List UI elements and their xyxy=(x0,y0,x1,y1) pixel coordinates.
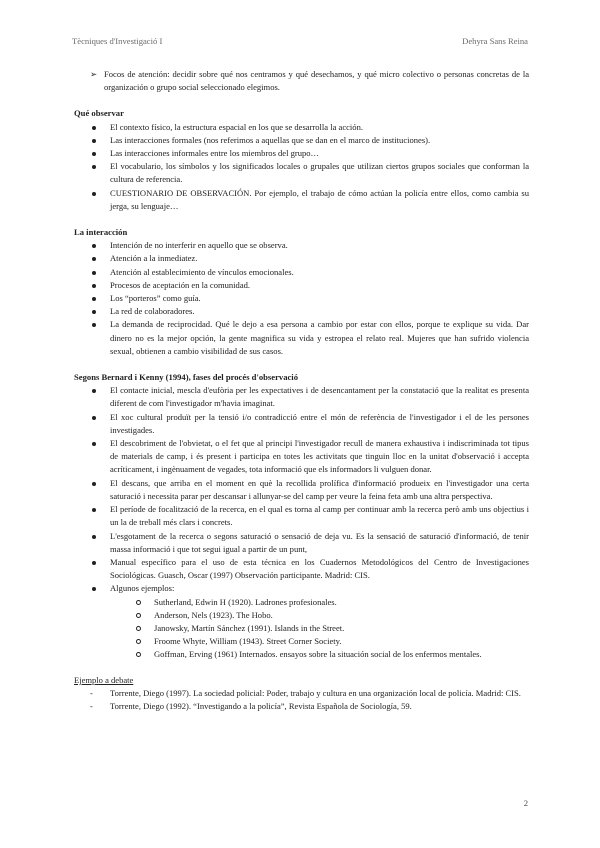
bullet-icon xyxy=(92,416,96,420)
arrow-bullet-icon: ➢ xyxy=(90,69,98,79)
bullet-icon xyxy=(92,535,96,539)
sublist-item: Janowsky, Martín Sánchez (1991). Islands in the Street. xyxy=(110,622,529,635)
focus-item-text: Focos de atención: decidir sobre qué nos centramos y qué desechamos, y qué micro colectivo o personas concretas de la organización o grupo social seleccionado elegimos. xyxy=(104,69,529,93)
debate-list xyxy=(74,687,529,713)
list-item: La red de colaboradores. xyxy=(74,305,529,318)
section-title-debate: Ejemplo a debate xyxy=(74,674,134,685)
sublist-item: Froome Whyte, William (1943). Street Corner Society. xyxy=(110,635,529,648)
bullet-icon xyxy=(92,126,96,130)
list-item: - Torrente, Diego (1997). La sociedad policial: Poder, trabajo y cultura en una organización local de policía. Madrid: CIS. xyxy=(74,687,529,700)
section-title-interaccion: La interacción xyxy=(74,227,128,238)
bullet-icon xyxy=(92,244,96,248)
list-item: El descans, que arriba en el moment en què la recollida prolífica d'informació produeix en l'investigador una certa saturació i necessita parar per descansar i allunyar-se del camp per veure la feina feta amb una altra perspectiva. xyxy=(74,477,529,503)
sublist-item: Anderson, Nels (1923). The Hobo. xyxy=(110,609,529,622)
circle-bullet-icon xyxy=(136,600,141,605)
list-item: CUESTIONARIO DE OBSERVACIÓN. Por ejemplo, el trabajo de cómo actúan la policía entre ellos, como cambia su jerga, su lenguaje… xyxy=(74,187,529,213)
bullet-icon xyxy=(92,284,96,288)
bullet-icon xyxy=(92,587,96,591)
bullet-icon xyxy=(92,297,96,301)
bullet-icon xyxy=(92,192,96,196)
bullet-icon xyxy=(92,508,96,512)
list-item: L'esgotament de la recerca o segons saturació o sensació de deja vu. Es la sensació de saturació d'informació, de tenir massa informació i que tot segui igual a partir de un punt, xyxy=(74,530,529,556)
page-number: 2 xyxy=(523,798,528,808)
list-item: Manual específico para el uso de esta técnica en los Cuadernos Metodológicos del Centro de Investigaciones Sociológicas. Guasch, Oscar (1997) Observación participante. Madrid: CIS. xyxy=(74,556,529,582)
examples-sublist xyxy=(110,596,529,662)
header-author: Dehyra Sans Reina xyxy=(462,36,528,46)
list-item: Las interacciones formales (nos referimos a aquellas que se dan en el marco de instituciones). xyxy=(74,134,529,147)
bullet-icon xyxy=(92,310,96,314)
section-title-bernard-kenny: Segons Bernard i Kenny (1994), fases del procés d'observació xyxy=(74,372,298,383)
bullet-icon xyxy=(92,323,96,327)
sublist-item: Goffman, Erving (1961) Internados. ensayos sobre la situación social de los enfermos mentales. xyxy=(110,648,529,661)
bullet-icon xyxy=(92,152,96,156)
circle-bullet-icon xyxy=(136,626,141,631)
circle-bullet-icon xyxy=(136,613,141,618)
dash-bullet-icon: - xyxy=(90,687,93,698)
document-body xyxy=(74,68,529,713)
list-item: El contacte inicial, mescla d'eufòria per les expectatives i de desencantament per la constatació que la realitat es presenta diferent de com l'investigador m'havia imaginat. xyxy=(74,384,529,410)
list-item: La demanda de reciprocidad. Qué le dejo a esa persona a cambio por estar con ellos, porque te explique su vida. Dar dinero no es la mejor opción, la gente magnifica su vida y estropea el relato real. Mujeres que han sufrido violencia sexual, obtienen a cambio visibilidad de sus casos. xyxy=(74,318,529,358)
list-item: Procesos de aceptación en la comunidad. xyxy=(74,279,529,292)
bernard-phases-list xyxy=(74,384,529,661)
list-item: Los “porteros” como guía. xyxy=(74,292,529,305)
bullet-icon xyxy=(92,482,96,486)
header-course-title: Tècniques d'Investigació I xyxy=(72,36,163,46)
bullet-icon xyxy=(92,271,96,275)
bullet-icon xyxy=(92,165,96,169)
list-item: Atención al establecimiento de vínculos emocionales. xyxy=(74,266,529,279)
list-item: El període de focalització de la recerca, en el qual es torna al camp per continuar amb la recerca però amb uns objectius i un la de treball més clars i concrets. xyxy=(74,503,529,529)
circle-bullet-icon xyxy=(136,639,141,644)
sublist-item: Sutherland, Edwin H (1920). Ladrones profesionales. xyxy=(110,596,529,609)
list-item: Atención a la inmediatez. xyxy=(74,252,529,265)
que-observar-list xyxy=(74,121,529,213)
focus-item xyxy=(76,68,529,94)
list-item: El xoc cultural produït per la tensió i/o contradicció entre el món de referència de l'investigador i el de les persones investigades. xyxy=(74,411,529,437)
dash-bullet-icon: - xyxy=(90,700,93,711)
circle-bullet-icon xyxy=(136,652,141,657)
list-item: - Torrente, Diego (1992). “Investigando a la policía”, Revista Española de Sociología, 59. xyxy=(74,700,529,713)
bullet-icon xyxy=(92,139,96,143)
list-item: El contexto físico, la estructura espacial en los que se desarrolla la acción. xyxy=(74,121,529,134)
bullet-icon xyxy=(92,257,96,261)
list-item: El vocabulario, los símbolos y los significados locales o grupales que utilizan ciertos grupos sociales que conforman la cultura de referencia. xyxy=(74,160,529,186)
section-title-que-observar: Qué observar xyxy=(74,108,124,119)
list-item: El descobriment de l'obvietat, o el fet que al principi l'investigador recull de manera exhaustiva i indiscriminada tot tipus de materials de camp, i és present i participa en totes les activitats que tinguin lloc en la unitat d'observació i accepta acríticament, i ingènuament de vegades, tota informació que els informadors li vulguen donar. xyxy=(74,437,529,477)
bullet-icon xyxy=(92,442,96,446)
list-item: Intención de no interferir en aquello que se observa. xyxy=(74,239,529,252)
list-item: Las interacciones informales entre los miembros del grupo… xyxy=(74,147,529,160)
bullet-icon xyxy=(92,561,96,565)
list-item: Algunos ejemplos: Sutherland, Edwin H (1920). Ladrones profesionales. Anderson, Nels (1923). The Hobo. Janowsky, Martín Sánchez (1991). Islands in the Street. Froome Whyte, William (1943). Street Corner Society. Goffman, Erving (1961) Internados. ensayos sobre la situación social de los enfermos mentales. xyxy=(74,582,529,661)
interaccion-list xyxy=(74,239,529,358)
bullet-icon xyxy=(92,389,96,393)
